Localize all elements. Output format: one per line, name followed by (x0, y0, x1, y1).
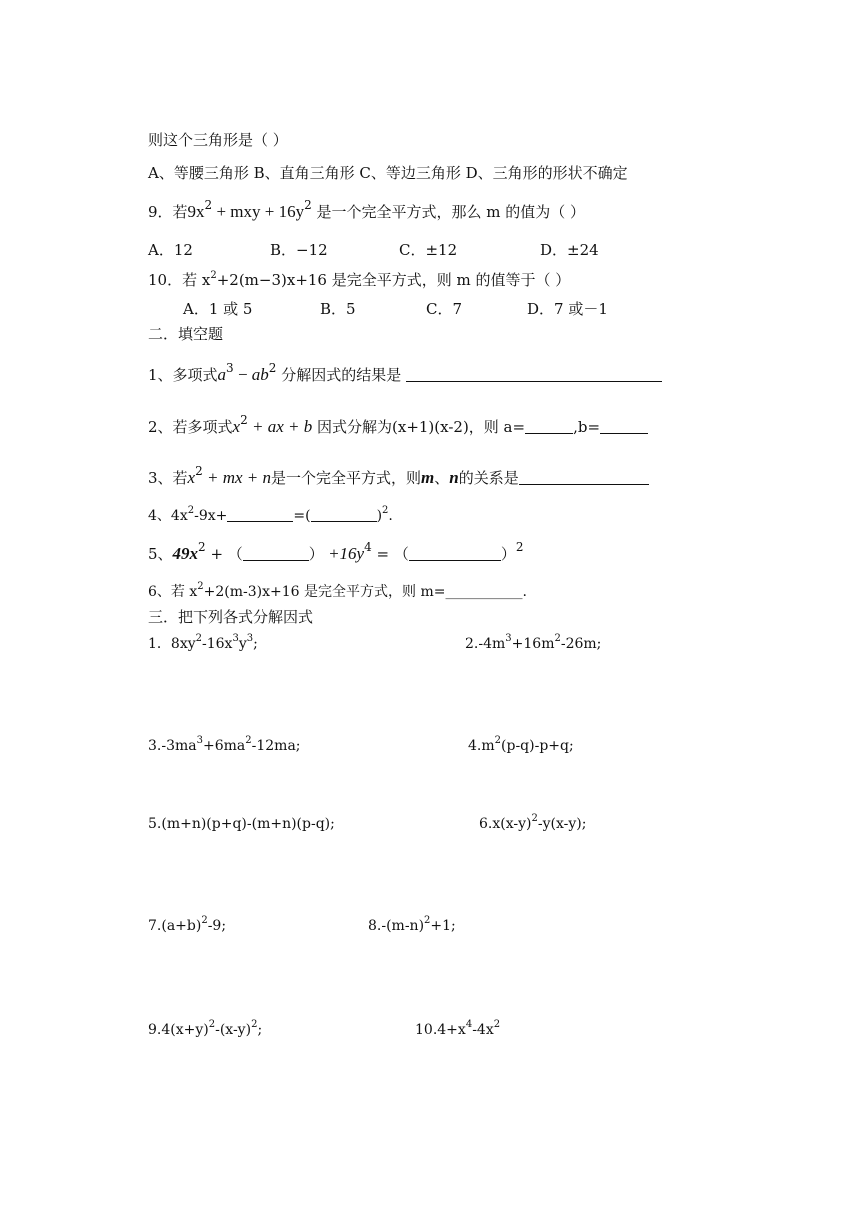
fill1-answer-blank (406, 367, 662, 382)
problem-2 (465, 634, 601, 654)
problem-4 (468, 736, 574, 756)
p1-e1: 2 (195, 633, 202, 644)
p1-b: -16x (202, 636, 233, 652)
q9-number: 9．若 (148, 203, 188, 221)
problem-8 (368, 916, 456, 936)
q9-option-b: B．−12 (270, 241, 328, 259)
q10-option-d: D．7 或－1 (527, 300, 608, 318)
fill2-mid: 因式分解为(x+1)(x-2)，则 a= (312, 418, 526, 436)
fill1-minus: − (233, 365, 252, 384)
q9-exp-a: 2 (204, 198, 213, 212)
q10-option-b: B．5 (320, 300, 356, 318)
fill5-prefix: 5、 (148, 545, 173, 563)
fill3-exp: 2 (195, 464, 203, 478)
fill3-rest: + mx + n (202, 468, 271, 487)
fill5-blank-1 (243, 546, 309, 561)
q9-option-c: C．±12 (399, 241, 458, 259)
p8-a: 8.-(m-n) (368, 918, 425, 934)
fill4-blank-1 (227, 507, 293, 522)
p1-c: y (238, 636, 247, 652)
q10-text-a: 10．若 x (148, 271, 211, 289)
p3-b: +6ma (203, 738, 246, 754)
p5-a: 5.(m+n)(p+q)-(m+n)(p-q); (148, 816, 335, 832)
fill-3 (148, 464, 649, 488)
fill4-text-b: -9x+ (194, 508, 228, 524)
q9-text: 是一个完全平方式，那么 m 的值为（ ） (311, 203, 586, 221)
fill2-exp: 2 (240, 413, 248, 427)
fill1-exp3: 3 (226, 361, 234, 375)
problem-1 (148, 634, 258, 654)
fill2-a-blank (525, 419, 573, 434)
fill-1 (148, 361, 662, 385)
fill6-exp-a: 2 (197, 581, 204, 592)
fill5-plus: + （ (205, 545, 243, 563)
p10-a: 10.4+x (415, 1022, 466, 1038)
fill2-b-label: ,b= (573, 418, 601, 436)
fill5-close1: ） (308, 545, 324, 563)
fill5-exp-c: 2 (515, 540, 524, 554)
fill-4 (148, 506, 393, 526)
question-9 (148, 198, 586, 222)
fill6-text-a: 6、若 x (148, 584, 198, 600)
fill1-ab: ab (251, 365, 269, 384)
fill6-end: . (522, 584, 527, 600)
p6-a: 6.x(x-y) (479, 816, 532, 832)
p1-a: 1．8xy (148, 636, 196, 652)
fill-5 (148, 540, 524, 564)
p3-e2: 2 (245, 735, 252, 746)
fill3-mid: 是一个完全平方式，则 (271, 469, 422, 487)
p3-c: -12ma; (251, 738, 301, 754)
fill3-m: m (421, 468, 435, 487)
p1-d: ; (253, 636, 258, 652)
fill2-x: x (232, 417, 241, 436)
q9-option-a: A．12 (148, 241, 193, 259)
question-options: A、等腰三角形 B、直角三角形 C、等边三角形 D、三角形的形状不确定 (148, 164, 628, 182)
problem-5 (148, 814, 335, 834)
p3-a: 3.-3ma (148, 738, 197, 754)
question-10 (148, 270, 570, 290)
p3-e1: 3 (196, 735, 203, 746)
fill3-x: x (187, 468, 196, 487)
fill3-sep: 、 (434, 469, 450, 487)
p10-e2: 2 (493, 1019, 501, 1030)
fill5-exp-b: 4 (364, 540, 372, 554)
p1-e2: 3 (232, 633, 239, 644)
section-3-title: 三．把下列各式分解因式 (148, 608, 314, 626)
fill5-b: +16y (323, 544, 365, 563)
fill4-exp-b: 2 (382, 505, 389, 516)
p2-e2: 2 (554, 633, 561, 644)
fill4-close: ) (376, 508, 383, 524)
fill2-rest: + ax + b (247, 417, 313, 436)
fill5-exp-a: 2 (198, 540, 206, 554)
p10-e1: 4 (465, 1019, 473, 1030)
p4-e1: 2 (494, 735, 502, 746)
fill4-exp-a: 2 (187, 505, 195, 516)
fill1-exp2: 2 (268, 361, 277, 375)
p9-e2: 2 (251, 1019, 258, 1030)
p6-e1: 2 (531, 813, 538, 824)
p9-e1: 2 (208, 1019, 216, 1030)
q9-expr-a: 9x (187, 202, 205, 221)
problem-10 (415, 1020, 500, 1040)
fill4-blank-2 (311, 507, 377, 522)
p7-a: 7.(a+b) (148, 918, 202, 934)
problem-6 (479, 814, 586, 834)
p2-a: 2.-4m (465, 636, 506, 652)
fill6-text-b: +2(m-3)x+16 是完全平方式，则 m= (203, 584, 446, 600)
p9-b: -(x-y) (215, 1022, 252, 1038)
fill-2 (148, 413, 648, 437)
fill4-end: . (388, 508, 393, 524)
q10-option-c: C．7 (426, 300, 463, 318)
fill3-n: n (449, 468, 459, 487)
q10-exp: 2 (210, 270, 217, 281)
p7-b: -9; (207, 918, 227, 934)
p10-b: -4x (472, 1022, 494, 1038)
question-stem: 则这个三角形是（ ） (148, 131, 288, 149)
fill4-text-a: 4、4x (148, 508, 188, 524)
fill-6 (148, 582, 527, 602)
fill3-answer-blank (519, 470, 649, 485)
p7-e1: 2 (201, 915, 208, 926)
p9-c: ; (257, 1022, 263, 1038)
fill1-prefix: 1、多项式 (148, 366, 218, 384)
fill5-a: 49x (172, 544, 199, 563)
problem-3 (148, 736, 301, 756)
p2-b: +16m (511, 636, 555, 652)
fill5-blank-2 (409, 546, 501, 561)
q10-text-b: +2(m−3)x+16 是完全平方式，则 m 的值等于（ ） (216, 271, 571, 289)
p9-a: 9.4(x+y) (148, 1022, 209, 1038)
p1-e3: 3 (246, 633, 254, 644)
p2-c: -26m; (560, 636, 602, 652)
problem-9 (148, 1020, 262, 1040)
p8-e1: 2 (424, 915, 431, 926)
q9-expr-b: + mxy + 16y (212, 202, 305, 221)
fill1-suffix: 分解因式的结果是 (276, 366, 406, 384)
fill1-a: a (217, 365, 227, 384)
fill2-b-blank (600, 419, 648, 434)
p8-b: +1; (430, 918, 456, 934)
section-2-title: 二．填空题 (148, 325, 224, 343)
p4-a: 4.m (468, 738, 495, 754)
fill5-close2: ） (500, 545, 516, 563)
fill3-prefix: 3、若 (148, 469, 188, 487)
fill5-eq: = （ (371, 545, 409, 563)
fill3-suffix: 的关系是 (458, 469, 519, 487)
fill6-blank: ___________ (445, 584, 523, 600)
fill4-eq: =( (293, 508, 311, 524)
fill2-prefix: 2、若多项式 (148, 418, 233, 436)
q10-option-a: A．1 或 5 (183, 300, 253, 318)
q9-exp-b: 2 (304, 198, 312, 212)
p6-b: -y(x-y); (537, 816, 587, 832)
p2-e1: 3 (505, 633, 512, 644)
q9-option-d: D．±24 (540, 241, 599, 259)
p4-b: (p-q)-p+q; (501, 738, 574, 754)
problem-7 (148, 916, 226, 936)
